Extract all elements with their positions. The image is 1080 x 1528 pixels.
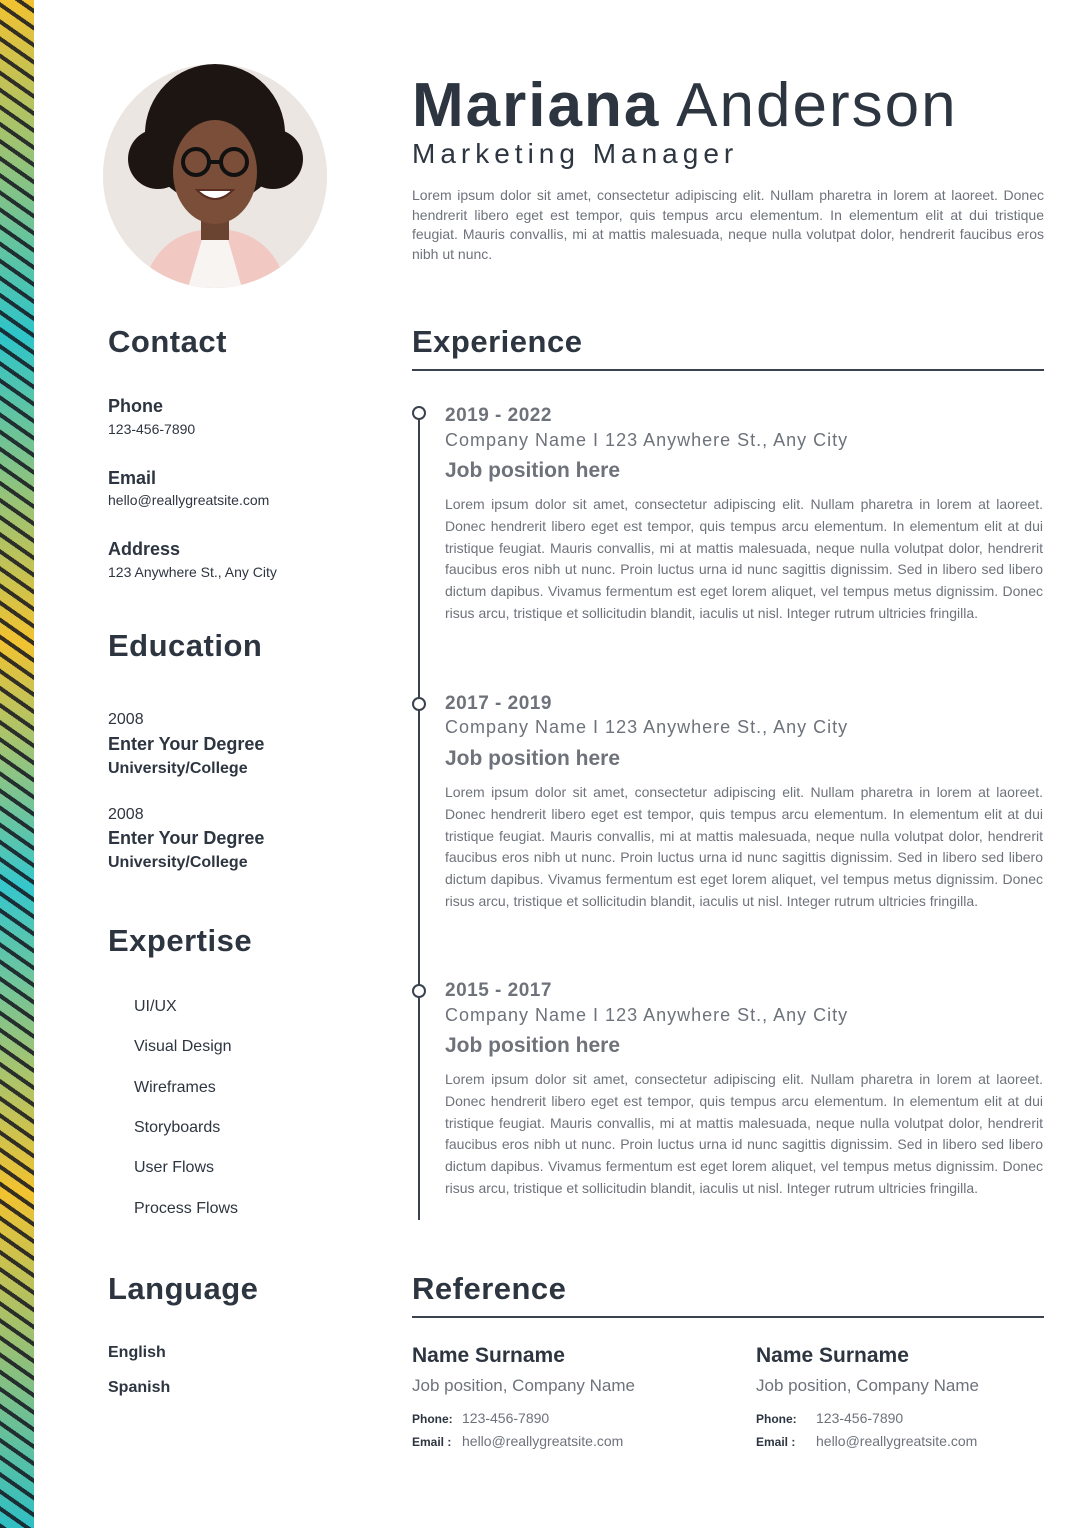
expertise-heading: Expertise <box>108 923 253 958</box>
first-name: Mariana <box>412 71 661 140</box>
reference-email[interactable]: hello@reallygreatsite.com <box>816 1433 978 1449</box>
timeline-dot <box>412 406 426 420</box>
reference-job: Job position, Company Name <box>412 1376 636 1395</box>
experience-position: Job position here <box>445 747 621 770</box>
email-value: hello@reallygreatsite.com <box>108 492 270 508</box>
skill-item: Wireframes <box>134 1079 216 1096</box>
phone-value: 123-456-7890 <box>108 421 196 437</box>
education-school: University/College <box>108 854 248 871</box>
education-school: University/College <box>108 760 248 777</box>
experience-description: Lorem ipsum dolor sit amet, consectetur adipiscing elit. Nullam pharetra in lorem at laoreet. Donec hendrerit libero eget est tempor, quis tempus arcu elementum. In elementum elit at dui tristique feugiat. Mauris convallis, mi at mattis malesuada, neque nulla volutpat dolor, hendrerit faucibus eros nibh ut nunc. Proin luctus urna id nunc sagittis dignissim. Sed in libero sed libero dictum dapibus. Vivamus fermentum est eget lorem aliquet, vel tempus metus dignissim. Donec risus arcu, tristique et sollicitudin blandit, iaculis ut nisl. Integer rutrum ultricies fringilla. <box>445 496 1043 621</box>
education-heading: Education <box>108 628 263 663</box>
last-name: Anderson <box>676 71 958 140</box>
skill-item: Storyboards <box>134 1119 221 1136</box>
experience-heading: Experience <box>412 324 583 359</box>
experience-years: 2015 - 2017 <box>445 980 552 1001</box>
address-value: 123 Anywhere St., Any City <box>108 564 277 580</box>
reference-name: Name Surname <box>756 1344 909 1367</box>
reference-email-label: Email : <box>412 1435 452 1449</box>
skill-item: Process Flows <box>134 1200 239 1217</box>
skill-item: UI/UX <box>134 998 177 1015</box>
reference-divider <box>412 1316 1044 1318</box>
education-degree: Enter Your Degree <box>108 734 265 754</box>
language-heading: Language <box>108 1271 259 1306</box>
timeline-line <box>418 418 420 1220</box>
reference-job: Job position, Company Name <box>756 1376 980 1395</box>
address-label: Address <box>108 539 181 559</box>
profile-photo <box>103 64 327 288</box>
skill-item: User Flows <box>134 1159 215 1176</box>
experience-position: Job position here <box>445 459 621 482</box>
job-title: Marketing Manager <box>412 138 739 169</box>
phone-label: Phone <box>108 396 164 416</box>
education-year: 2008 <box>108 806 144 823</box>
timeline-dot <box>412 984 426 998</box>
experience-description: Lorem ipsum dolor sit amet, consectetur adipiscing elit. Nullam pharetra in lorem at laoreet. Donec hendrerit libero eget est tempor, quis tempus arcu elementum. In elementum elit at dui tristique feugiat. Mauris convallis, mi at mattis malesuada, neque nulla volutpat dolor, hendrerit faucibus eros nibh ut nunc. Proin luctus urna id nunc sagittis dignissim. Sed in libero sed libero dictum dapibus. Vivamus fermentum est eget lorem aliquet, vel tempus metus dignissim. Donec risus arcu, tristique et sollicitudin blandit, iaculis ut nisl. Integer rutrum ultricies fringilla. <box>445 784 1043 909</box>
language-item: Spanish <box>108 1379 171 1396</box>
reference-phone-label: Phone: <box>412 1412 453 1426</box>
experience-years: 2019 - 2022 <box>445 405 552 426</box>
timeline-dot <box>412 697 426 711</box>
decorative-pattern-strip <box>0 0 34 1528</box>
experience-company: Company Name I 123 Anywhere St., Any City <box>445 717 849 737</box>
candidate-name <box>412 70 958 141</box>
language-item: English <box>108 1344 166 1361</box>
experience-company: Company Name I 123 Anywhere St., Any City <box>445 1005 849 1025</box>
reference-email-label: Email : <box>756 1435 796 1449</box>
experience-company: Company Name I 123 Anywhere St., Any City <box>445 430 849 450</box>
reference-name: Name Surname <box>412 1344 565 1367</box>
experience-divider <box>412 369 1044 371</box>
email-label: Email <box>108 468 157 488</box>
skill-item: Visual Design <box>134 1038 232 1055</box>
profile-summary: Lorem ipsum dolor sit amet, consectetur adipiscing elit. Nullam pharetra in lorem at laoreet. Donec hendrerit libero eget est tempor, quis tempus arcu elementum. In elementum elit at dui tristique feugiat. Mauris convallis, mi at mattis malesuada, neque nulla volutpat dolor, hendrerit faucibus eros nibh ut nunc. <box>412 187 1044 262</box>
reference-heading: Reference <box>412 1271 567 1306</box>
reference-email[interactable]: hello@reallygreatsite.com <box>462 1433 624 1449</box>
experience-description: Lorem ipsum dolor sit amet, consectetur adipiscing elit. Nullam pharetra in lorem at laoreet. Donec hendrerit libero eget est tempor, quis tempus arcu elementum. In elementum elit at dui tristique feugiat. Mauris convallis, mi at mattis malesuada, neque nulla volutpat dolor, hendrerit faucibus eros nibh ut nunc. Proin luctus urna id nunc sagittis dignissim. Sed in libero sed libero dictum dapibus. Vivamus fermentum est eget lorem aliquet, vel tempus metus dignissim. Donec risus arcu, tristique et sollicitudin blandit, iaculis ut nisl. Integer rutrum ultricies fringilla. <box>445 1071 1043 1196</box>
reference-phone: 123-456-7890 <box>462 1410 550 1426</box>
contact-heading: Contact <box>108 324 227 359</box>
education-degree: Enter Your Degree <box>108 828 265 848</box>
experience-years: 2017 - 2019 <box>445 693 552 714</box>
education-year: 2008 <box>108 711 144 728</box>
reference-phone: 123-456-7890 <box>816 1410 904 1426</box>
experience-position: Job position here <box>445 1034 621 1057</box>
reference-phone-label: Phone: <box>756 1412 797 1426</box>
